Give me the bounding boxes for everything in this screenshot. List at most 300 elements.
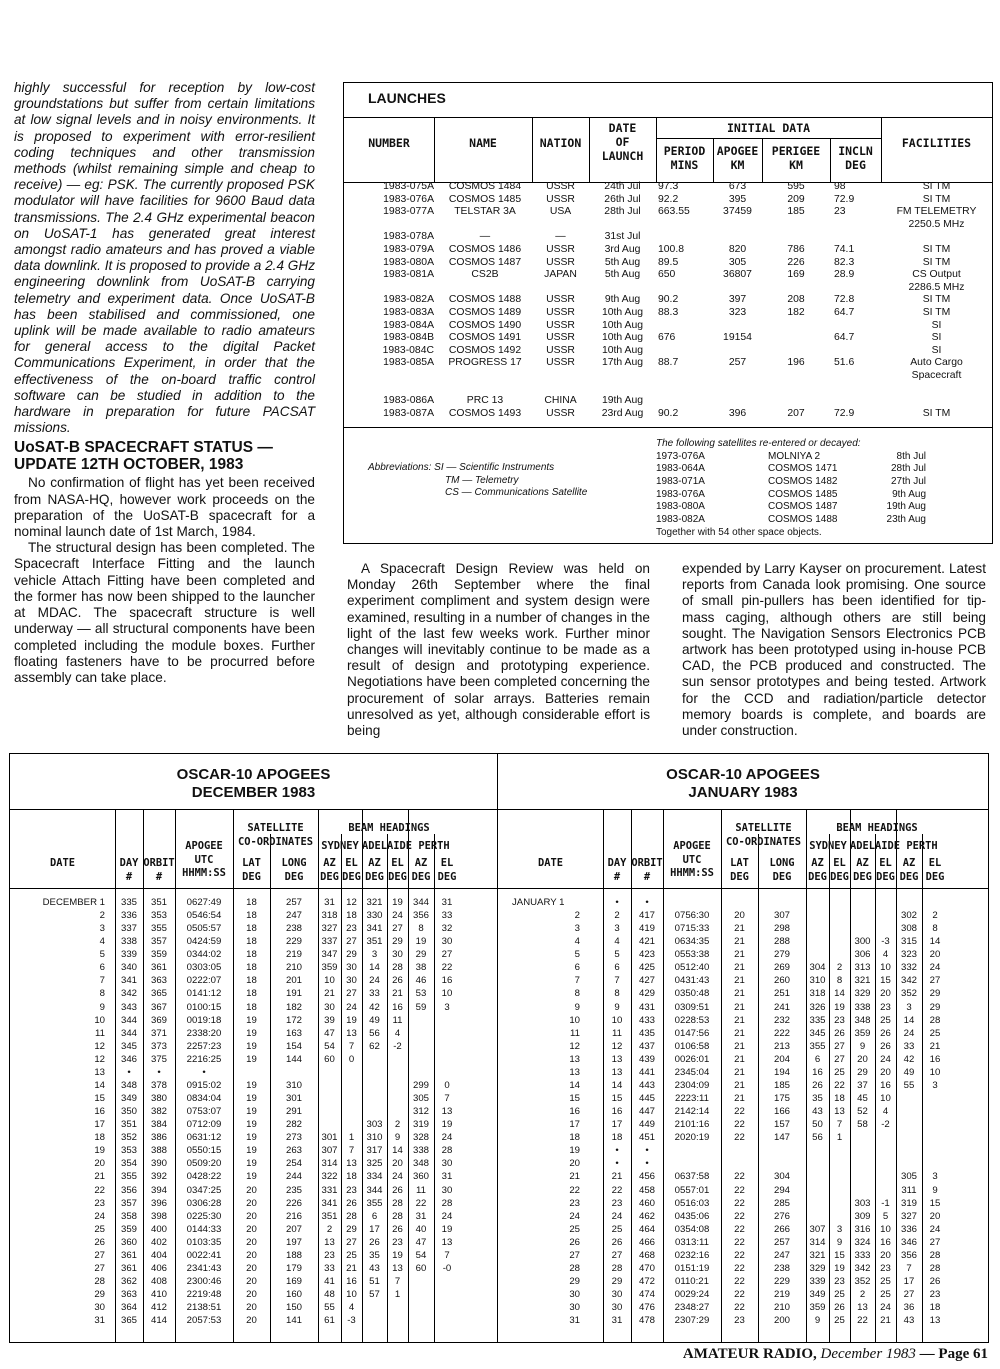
row-lat: 18 — [246, 897, 257, 908]
header-line: SATELLITE — [247, 822, 304, 834]
row-adelaide-az: 359 — [854, 1027, 871, 1039]
launch-facilities: CS Output — [912, 269, 961, 281]
row-adelaide-el: 23 — [392, 1236, 403, 1248]
row-sydney-el: 7 — [348, 1145, 355, 1157]
row-date: 5 — [99, 949, 105, 961]
row-adelaide-el: 24 — [880, 1053, 891, 1065]
launch-facilities: Auto Cargo — [910, 357, 963, 369]
launch-name: COSMOS 1492 — [448, 344, 522, 356]
header-orbit — [143, 857, 175, 884]
row-long: 269 — [773, 962, 790, 974]
row-lat: 19 — [246, 1106, 257, 1118]
row-adelaide-el: 20 — [880, 988, 891, 1000]
row-apogee-utc: 2219:48 — [186, 1289, 222, 1301]
table-row — [10, 1185, 497, 1197]
row-lat: 21 — [734, 975, 745, 987]
header-line: CO-ORDINATES — [237, 835, 314, 848]
table-row — [498, 1315, 988, 1327]
row-apogee-utc: 2307:29 — [674, 1315, 710, 1327]
row-day: 15 — [611, 1093, 623, 1105]
row-lat: 22 — [734, 1106, 745, 1118]
row-date: 24 — [94, 1210, 105, 1222]
table-row — [498, 1198, 988, 1210]
row-orbit: 406 — [150, 1262, 167, 1274]
row-adelaide-az: 26 — [369, 1236, 380, 1248]
row-adelaide-el: -2 — [881, 1119, 890, 1131]
row-orbit: 351 — [150, 897, 167, 908]
launch-date: 24th Jul — [604, 181, 641, 192]
row-sydney-az: 326 — [809, 1001, 826, 1013]
magazine-name: AMATEUR RADIO, — [682, 1346, 817, 1362]
header-line: AZ — [414, 857, 428, 869]
launch-date: 23rd Aug — [601, 407, 644, 419]
row-perth-el: 24 — [441, 1132, 453, 1144]
row-apogee-utc: 0631:12 — [186, 1132, 222, 1144]
row-perth-az: 24 — [903, 1027, 915, 1039]
row-sydney-az: 307 — [321, 1145, 338, 1157]
row-perth-az: 49 — [903, 1066, 915, 1078]
row-lat: 21 — [734, 1053, 745, 1065]
row-date: DECEMBER 1 — [42, 897, 105, 908]
abbreviation-line: CS — Communications Satellite — [445, 487, 588, 498]
row-apogee-utc: 0029:24 — [674, 1289, 710, 1301]
row-sydney-el: 18 — [834, 1093, 845, 1105]
row-sydney-az: 21 — [324, 988, 335, 1000]
row-long: 238 — [773, 1262, 790, 1274]
reentry-number: 1973-076A — [656, 450, 705, 462]
row-adelaide-el: 25 — [880, 1276, 891, 1288]
row-lat: 20 — [246, 1197, 257, 1209]
header-long — [270, 857, 318, 884]
launch-perigee: 207 — [787, 407, 805, 419]
header-name: NAME — [469, 136, 497, 150]
row-orbit: 417 — [638, 910, 655, 922]
table-row — [498, 1015, 988, 1027]
row-orbit: • — [157, 1066, 161, 1078]
row-day: 348 — [120, 1079, 137, 1091]
reentry-row — [656, 451, 956, 464]
row-sydney-el: 27 — [834, 1053, 845, 1065]
row-day: 4 — [614, 936, 620, 948]
row-sydney-el: 10 — [346, 1289, 357, 1301]
launch-date: 26th Jul — [604, 193, 641, 205]
header-incln-line: INCLN — [838, 144, 873, 158]
launch-row — [344, 383, 992, 396]
row-sydney-el: 7 — [348, 1040, 355, 1052]
header-line: EL — [391, 857, 404, 869]
row-sydney-az: 322 — [321, 1171, 338, 1183]
table-row — [10, 1158, 497, 1170]
launch-number: 1983-078A — [383, 231, 434, 243]
table-row — [498, 1145, 988, 1157]
launch-perigee: 595 — [787, 181, 805, 192]
row-perth-az: 311 — [901, 1184, 917, 1196]
row-date: 11 — [570, 1027, 580, 1039]
row-orbit: 378 — [150, 1079, 167, 1091]
row-adelaide-az: 62 — [369, 1040, 380, 1052]
row-date: 18 — [569, 1132, 580, 1144]
row-lat: 19 — [246, 1158, 257, 1170]
row-adelaide-el: 10 — [880, 1093, 891, 1105]
row-orbit: • — [645, 1158, 649, 1170]
row-day: 365 — [120, 1315, 137, 1327]
article-middle-column — [347, 561, 650, 739]
row-apogee-utc: 0344:02 — [186, 949, 222, 961]
row-lat: 18 — [246, 962, 257, 974]
row-lat: 19 — [246, 1119, 257, 1131]
row-sydney-el: 7 — [836, 1119, 843, 1131]
launch-row — [344, 269, 992, 282]
row-apogee-utc: 0431:43 — [674, 975, 710, 987]
row-apogee-utc: 0110:21 — [675, 1276, 709, 1288]
row-orbit: 384 — [150, 1119, 167, 1131]
header-line: DEG — [830, 870, 849, 883]
row-date: 3 — [99, 923, 105, 935]
launch-number: 1983-077A — [383, 206, 434, 218]
row-day: 355 — [120, 1171, 137, 1183]
row-perth-el: 19 — [441, 1119, 453, 1131]
row-adelaide-az: 37 — [857, 1079, 868, 1091]
launch-nation: USSR — [546, 332, 575, 344]
launch-date: 28th Jul — [604, 206, 641, 218]
row-adelaide-az: 51 — [369, 1276, 380, 1288]
row-long: 279 — [773, 949, 790, 961]
header-line: DEG — [342, 870, 361, 883]
row-adelaide-az: 309 — [854, 1210, 871, 1222]
row-adelaide-el: 19 — [392, 1249, 403, 1261]
row-sydney-az: 341 — [321, 1197, 338, 1209]
row-adelaide-az: 6 — [371, 1210, 378, 1222]
divider — [344, 427, 992, 428]
row-orbit: 421 — [638, 936, 655, 948]
launch-name: COSMOS 1490 — [448, 319, 522, 331]
row-sydney-az: 55 — [324, 1302, 335, 1314]
row-sydney-el: 28 — [346, 1210, 357, 1222]
row-adelaide-el: 16 — [880, 1079, 891, 1091]
row-long: 263 — [285, 1145, 302, 1157]
launch-date: 10th Aug — [601, 307, 644, 318]
row-perth-az: 3 — [906, 1001, 912, 1013]
table-row — [10, 1224, 497, 1236]
row-perth-az: 356 — [900, 1249, 917, 1261]
row-apogee-utc: 0424:59 — [186, 936, 222, 948]
row-sydney-el: 16 — [346, 1276, 357, 1288]
row-perth-el: 10 — [929, 1066, 941, 1078]
row-lat: 22 — [734, 1276, 745, 1288]
row-date: 12 — [94, 1040, 105, 1052]
row-perth-az: 323 — [900, 949, 917, 961]
row-perth-el: 3 — [932, 1171, 938, 1183]
header-az — [362, 857, 387, 884]
row-orbit: 367 — [150, 1001, 167, 1013]
row-apogee-utc: 0553:38 — [674, 949, 710, 961]
row-adelaide-az: 13 — [857, 1302, 868, 1314]
header-line: EL — [928, 857, 942, 869]
row-lat: 18 — [246, 949, 257, 961]
reentry-name: COSMOS 1485 — [768, 488, 838, 500]
header-line: DEG — [365, 870, 384, 883]
row-sydney-az: 41 — [324, 1276, 335, 1288]
row-adelaide-el: 10 — [880, 1223, 891, 1235]
row-adelaide-az: 57 — [369, 1289, 380, 1301]
row-date: 3 — [574, 923, 580, 935]
table-row — [498, 1041, 988, 1053]
launch-name: PRC 13 — [466, 395, 504, 407]
launch-period: 88.7 — [658, 357, 679, 369]
row-day: 29 — [611, 1276, 623, 1288]
row-lat: 21 — [734, 1001, 745, 1013]
row-sydney-az: 31 — [324, 897, 335, 908]
launch-nation: USSR — [546, 193, 575, 205]
row-lat: 18 — [246, 910, 257, 922]
launch-name: PROGRESS 17 — [448, 357, 522, 369]
header-sydney — [318, 840, 362, 854]
header-line: PERTH — [906, 840, 938, 852]
row-adelaide-az: 58 — [857, 1119, 868, 1131]
reentry-row — [656, 463, 956, 476]
row-date: 24 — [569, 1210, 580, 1222]
table-row — [10, 910, 497, 922]
row-perth-el: 14 — [929, 936, 941, 948]
row-adelaide-el: -1 — [881, 1197, 890, 1209]
row-orbit: 419 — [638, 923, 655, 935]
row-day: 9 — [614, 1001, 620, 1013]
launch-apogee: 19154 — [723, 332, 752, 344]
row-perth-el: 15 — [929, 1197, 941, 1209]
row-long: 147 — [773, 1132, 790, 1144]
row-adelaide-el: 25 — [880, 1014, 891, 1026]
row-apogee-utc: 0106:58 — [674, 1040, 710, 1052]
row-date: 20 — [94, 1158, 105, 1170]
row-orbit: 445 — [638, 1093, 655, 1105]
header-date-line: OF — [615, 135, 630, 149]
header-az — [408, 857, 434, 884]
row-date: 29 — [94, 1289, 105, 1301]
header-az — [850, 857, 875, 884]
row-adelaide-az: 344 — [366, 1184, 383, 1196]
launch-period: 90.2 — [658, 407, 679, 419]
row-lat: 18 — [246, 936, 257, 948]
row-long: 219 — [285, 949, 302, 961]
row-adelaide-az: 317 — [366, 1145, 383, 1157]
table-row — [10, 1315, 497, 1327]
row-long: 210 — [285, 962, 302, 974]
row-day: 7 — [614, 975, 620, 987]
reentry-name: COSMOS 1482 — [768, 476, 838, 488]
row-adelaide-az: 348 — [854, 1014, 871, 1026]
row-sydney-el: 25 — [834, 1289, 845, 1301]
row-apogee-utc: 0627:49 — [186, 897, 222, 908]
launch-number: 1983-087A — [383, 407, 434, 419]
row-orbit: 425 — [638, 962, 655, 974]
row-apogee-utc: 0225:30 — [186, 1210, 222, 1222]
table-row — [498, 1002, 988, 1014]
row-long: 204 — [773, 1053, 790, 1065]
row-apogee-utc: 0834:04 — [186, 1093, 222, 1105]
header-line: DEG — [899, 870, 919, 883]
row-adelaide-el: 10 — [880, 962, 891, 974]
reentry-number: 1983-071A — [656, 476, 705, 488]
row-day: 345 — [120, 1040, 137, 1052]
row-lat: 20 — [246, 1210, 257, 1222]
launch-apogee: 36807 — [723, 269, 752, 281]
row-orbit: 380 — [150, 1093, 167, 1105]
row-orbit: 423 — [638, 949, 655, 961]
row-sydney-el: 26 — [834, 1027, 845, 1039]
row-adelaide-az: 342 — [854, 1262, 871, 1274]
row-lat: 20 — [734, 910, 745, 922]
row-orbit: 456 — [638, 1171, 655, 1183]
row-adelaide-az: 33 — [369, 988, 380, 1000]
row-orbit: 353 — [150, 910, 167, 922]
abbreviation-line: Abbreviations: SI — Scientific Instruments — [368, 462, 555, 473]
oscar-december-table — [9, 753, 498, 1343]
header-line: DEG — [853, 870, 872, 883]
row-long: 276 — [773, 1210, 790, 1222]
row-orbit: 357 — [150, 936, 167, 948]
reentry-row — [656, 514, 956, 527]
section-heading: UoSAT-B SPACECRAFT STATUS — UPDATE 12TH OCTOBER, 1983 — [14, 439, 273, 474]
row-adelaide-az: 49 — [369, 1014, 380, 1026]
reentry-number: 1983-076A — [656, 488, 705, 500]
launch-row — [344, 219, 992, 232]
row-lat: 22 — [734, 1197, 745, 1209]
row-long: 222 — [773, 1027, 790, 1039]
row-lat: 20 — [246, 1249, 257, 1261]
row-long: 194 — [773, 1066, 790, 1078]
header-line: EL — [833, 857, 846, 869]
row-apogee-utc: 2020:19 — [674, 1132, 710, 1144]
row-orbit: 466 — [638, 1236, 655, 1248]
row-date: 14 — [94, 1079, 105, 1091]
row-perth-el: 28 — [929, 1249, 941, 1261]
row-sydney-az: 327 — [321, 923, 338, 935]
row-sydney-az: 345 — [809, 1027, 826, 1039]
launch-perigee: 786 — [787, 244, 805, 255]
row-date: 20 — [569, 1158, 580, 1170]
header-line: LAT — [242, 857, 261, 869]
launch-name: COSMOS 1485 — [448, 193, 522, 205]
row-sydney-el: 29 — [346, 949, 357, 961]
row-sydney-el: 18 — [346, 910, 357, 922]
row-perth-el: 19 — [441, 1223, 453, 1235]
row-adelaide-az: 42 — [369, 1001, 380, 1013]
row-lat: 20 — [246, 1289, 257, 1301]
row-apogee-utc: 0435:06 — [674, 1210, 710, 1222]
launch-facilities: Spacecraft — [911, 370, 962, 381]
header-period-line: MINS — [670, 158, 699, 172]
row-adelaide-el: 29 — [392, 936, 403, 948]
row-day: 346 — [120, 1053, 137, 1065]
launch-nation: USSR — [546, 407, 575, 419]
launches-table — [343, 82, 993, 544]
header-line: DEG — [772, 870, 792, 883]
row-sydney-az: 60 — [324, 1053, 335, 1065]
row-adelaide-az: 24 — [369, 975, 380, 987]
header-line: HHMM:SS — [182, 867, 226, 879]
row-perth-el: 30 — [441, 1184, 453, 1196]
header-line: ORBIT — [631, 857, 663, 869]
table-row — [10, 1276, 497, 1288]
row-long: 210 — [773, 1302, 790, 1314]
row-apogee-utc: • — [202, 1066, 206, 1078]
launch-incln: 64.7 — [834, 332, 855, 344]
row-long: 257 — [285, 897, 302, 908]
row-perth-el: 30 — [441, 1158, 453, 1170]
row-date: 15 — [569, 1093, 580, 1105]
row-lat: 20 — [246, 1276, 257, 1288]
row-lat: 21 — [734, 1014, 745, 1026]
row-perth-az: 328 — [412, 1132, 429, 1144]
row-sydney-az: 318 — [321, 910, 338, 922]
row-lat: 21 — [734, 1093, 745, 1105]
row-perth-el: 32 — [441, 923, 453, 935]
divider — [498, 888, 988, 889]
row-adelaide-el: 26 — [392, 1223, 403, 1235]
launch-name: COSMOS 1489 — [448, 307, 522, 318]
row-adelaide-el: 16 — [392, 1001, 403, 1013]
header-line: AZ — [856, 857, 869, 869]
row-sydney-az: 314 — [809, 1236, 826, 1248]
row-lat: 22 — [734, 1262, 745, 1274]
row-adelaide-az: 351 — [366, 936, 383, 948]
row-day: 5 — [614, 949, 620, 961]
row-apogee-utc: 0350:48 — [674, 988, 710, 1000]
launch-date: 9th Aug — [604, 294, 641, 306]
header-date-col — [498, 857, 603, 871]
row-sydney-el: 13 — [346, 1027, 357, 1039]
row-day: • — [127, 1066, 131, 1078]
row-date: 5 — [574, 949, 580, 961]
row-adelaide-el: 1 — [394, 1289, 401, 1301]
row-long: 154 — [285, 1040, 302, 1052]
row-perth-el: 0 — [444, 1079, 450, 1091]
row-apogee-utc: 0232:16 — [674, 1249, 710, 1261]
launch-facilities: FM TELEMETRY — [896, 206, 977, 218]
launch-number: 1983-082A — [383, 294, 434, 306]
launch-row — [344, 294, 992, 307]
row-day: 21 — [611, 1171, 623, 1183]
table-row — [498, 1289, 988, 1301]
reentry-number: 1983-080A — [656, 501, 705, 513]
row-long: 157 — [773, 1119, 790, 1131]
table-row — [498, 988, 988, 1000]
row-perth-el: 8 — [932, 923, 938, 935]
table-row — [10, 1289, 497, 1301]
row-adelaide-el: 26 — [392, 1184, 403, 1196]
header-apogee-line: APOGEE — [716, 144, 759, 158]
row-sydney-el: 26 — [834, 1302, 845, 1314]
row-lat: 18 — [246, 923, 257, 935]
header-apogee-line: KM — [730, 158, 745, 172]
row-long: 310 — [285, 1079, 302, 1091]
row-day: 361 — [120, 1262, 137, 1274]
header-line: EL — [440, 857, 454, 869]
row-long: 213 — [773, 1040, 790, 1052]
header-perigee — [762, 144, 830, 172]
launch-nation: USSR — [546, 294, 575, 306]
launch-apogee: 37459 — [723, 206, 752, 218]
header-incln-line: DEG — [845, 158, 866, 172]
launch-row — [344, 357, 992, 370]
reentry-name: COSMOS 1487 — [768, 501, 838, 513]
row-long: 254 — [285, 1158, 302, 1170]
row-perth-el: 7 — [444, 1249, 450, 1261]
row-lat: 20 — [246, 1315, 257, 1327]
row-lat: 18 — [246, 975, 257, 987]
row-orbit: 359 — [150, 949, 167, 961]
row-adelaide-az: 334 — [366, 1171, 383, 1183]
